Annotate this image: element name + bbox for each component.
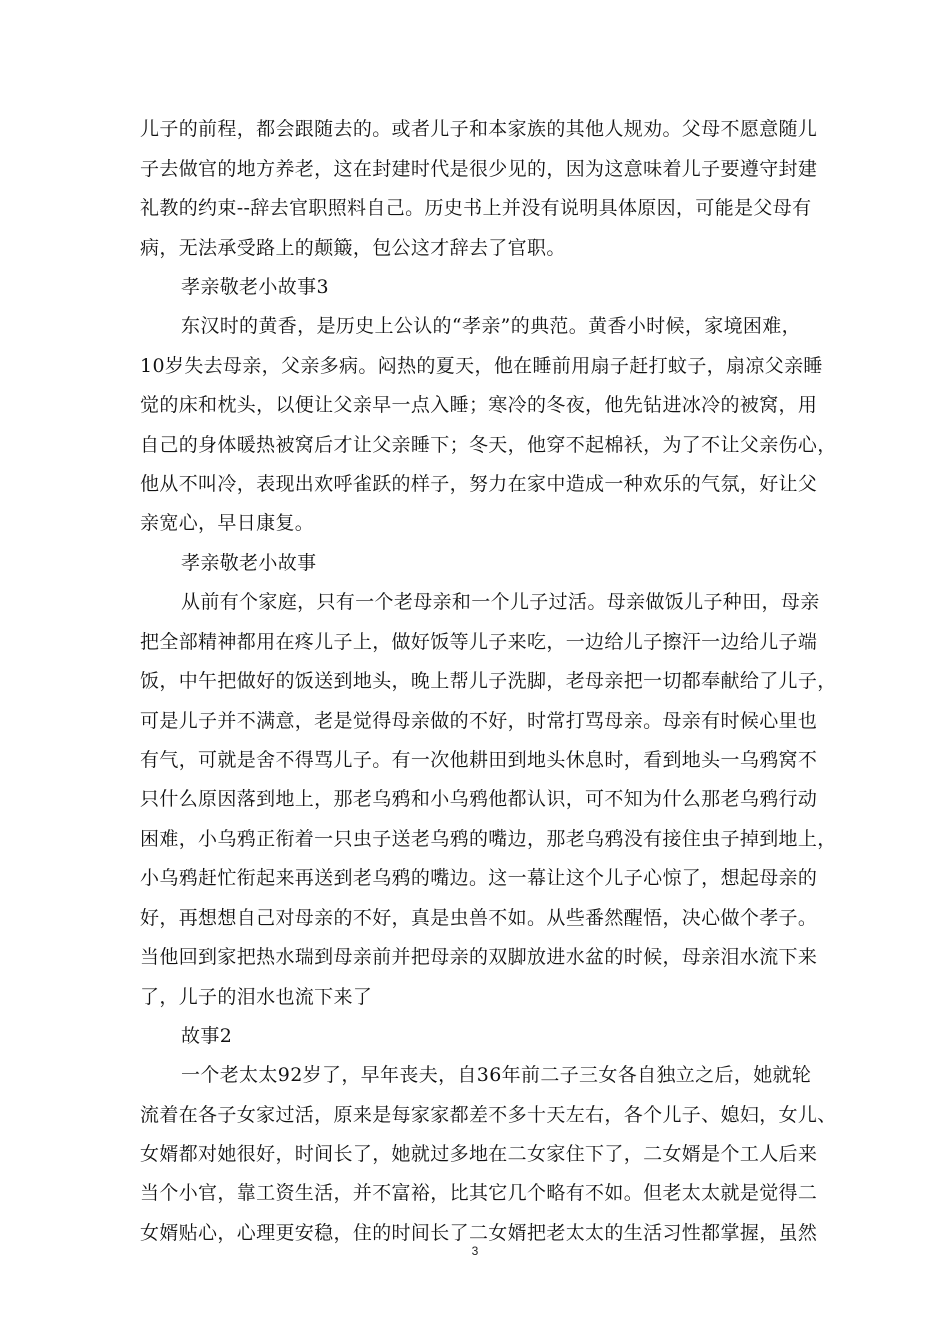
body-line: 10岁失去母亲，父亲多病。闷热的夏天，他在睡前用扇子赶打蚊子，扇凉父亲睡	[140, 355, 823, 377]
body-line: 亲宽心，早日康复。	[140, 512, 315, 534]
body-line: 女婿都对她很好，时间长了，她就过多地在二女家住下了，二女婿是个工人后来	[140, 1143, 818, 1165]
body-line: 他从不叫冷，表现出欢呼雀跃的样子，努力在家中造成一种欢乐的气氛，好让父	[140, 473, 818, 495]
body-line: 觉的床和枕头，以便让父亲早一点入睡；寒冷的冬夜，他先钻进冰冷的被窝，用	[140, 394, 818, 416]
body-line: 子去做官的地方养老，这在封建时代是很少见的，因为这意味着儿子要遵守封建	[140, 158, 818, 180]
body-line: 病，无法承受路上的颠簸，包公这才辞去了官职。	[140, 237, 566, 259]
body-line: 当他回到家把热水瑞到母亲前并把母亲的双脚放进水盆的时候，母亲泪水流下来	[140, 946, 818, 968]
body-line: 一个老太太92岁了，早年丧夫，自36年前二子三女各自独立之后，她就轮	[181, 1064, 812, 1086]
body-line: 困难，小乌鸦正衔着一只虫子送老乌鸦的嘴边，那老乌鸦没有接住虫子掉到地上，	[140, 828, 837, 850]
body-line: 小乌鸦赶忙衔起来再送到老乌鸦的嘴边。这一幕让这个儿子心惊了，想起母亲的	[140, 867, 818, 889]
body-line: 把全部精神都用在疼儿子上，做好饭等儿子来吃，一边给儿子擦汗一边给儿子端	[140, 631, 818, 653]
page-number: 3	[471, 1244, 479, 1258]
body-line: 好，再想想自己对母亲的不好，真是虫兽不如。从些番然醒悟，决心做个孝子。	[140, 907, 818, 929]
body-line: 自己的身体暖热被窝后才让父亲睡下；冬天，他穿不起棉袄，为了不让父亲伤心，	[140, 434, 837, 456]
body-line: 儿子的前程，都会跟随去的。或者儿子和本家族的其他人规劝。父母不愿意随儿	[140, 118, 818, 140]
body-line: 流着在各子女家过活，原来是每家家都差不多十天左右，各个儿子、媳妇，女儿、	[140, 1104, 837, 1126]
section-heading: 故事2	[181, 1025, 233, 1047]
body-line: 东汉时的黄香，是历史上公认的“孝亲”的典范。黄香小时候，家境困难，	[181, 315, 801, 337]
section-heading: 孝亲敬老小故事3	[181, 276, 329, 298]
body-line: 女婿贴心，心理更安稳，住的时间长了二女婿把老太太的生活习性都掌握，虽然	[140, 1222, 818, 1244]
body-line: 只什么原因落到地上，那老乌鸦和小乌鸦他都认识，可不知为什么那老乌鸦行动	[140, 788, 818, 810]
body-line: 可是儿子并不满意，老是觉得母亲做的不好，时常打骂母亲。母亲有时候心里也	[140, 710, 818, 732]
body-line: 从前有个家庭，只有一个老母亲和一个儿子过活。母亲做饭儿子种田，母亲	[181, 591, 820, 613]
section-heading: 孝亲敬老小故事	[181, 552, 317, 574]
body-line: 当个小官，靠工资生活，并不富裕，比其它几个略有不如。但老太太就是觉得二	[140, 1182, 818, 1204]
body-line: 礼教的约束--辞去官职照料自己。历史书上并没有说明具体原因，可能是父母有	[140, 197, 812, 219]
body-line: 饭，中午把做好的饭送到地头，晚上帮儿子洗脚，老母亲把一切都奉献给了儿子，	[140, 670, 837, 692]
body-line: 了，儿子的泪水也流下来了	[140, 986, 373, 1008]
body-line: 有气，可就是舍不得骂儿子。有一次他耕田到地头休息时，看到地头一乌鸦窝不	[140, 749, 818, 771]
